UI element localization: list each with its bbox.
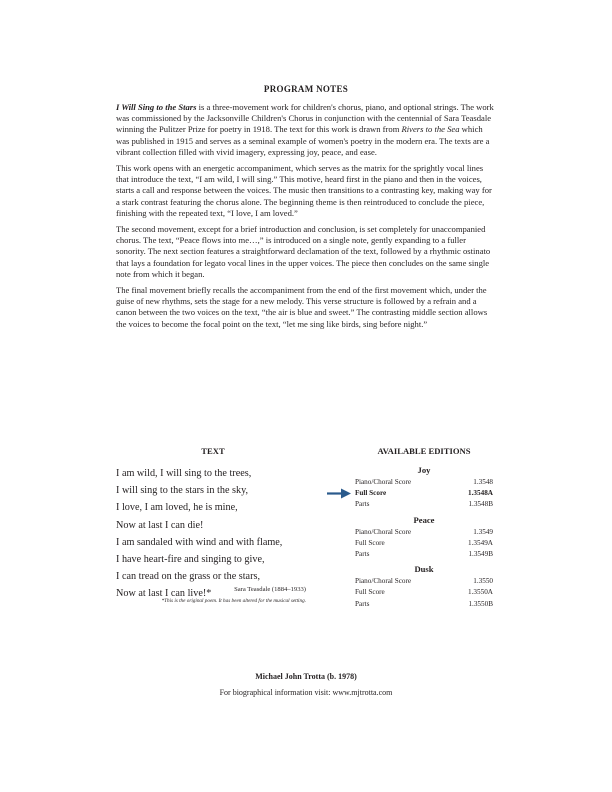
edition-name: Parts bbox=[355, 549, 370, 558]
edition-row-highlighted bbox=[355, 488, 493, 499]
edition-group-title: Joy bbox=[417, 465, 431, 475]
notes-paragraph-3: The second movement, except for a brief introduction and conclusion, is set completely for unaccompanied chorus. The text, “Peace flows into me…,” is introduced on a single note, gently expanding to a fuller sonority. The next section features a straightforward declamation of the text, followed by a rhythmic ostinato that lays a foundation for legato vocal lines in the upper voices. The piece then concludes on the same single note from which it began. bbox=[116, 224, 491, 279]
edition-group-joy bbox=[355, 464, 493, 511]
edition-row bbox=[355, 599, 493, 610]
poem-line: I can tread on the grass or the stars, bbox=[116, 571, 260, 583]
composer-name: Michael John Trotta (b. 1978) bbox=[255, 672, 357, 681]
arrow-right-icon bbox=[326, 488, 352, 499]
editions-list bbox=[355, 464, 493, 613]
edition-number: 1.3548 bbox=[473, 478, 493, 486]
edition-name: Piano/Choral Score bbox=[355, 527, 412, 536]
edition-row bbox=[355, 477, 493, 488]
poem-line: Now at last I can die! bbox=[116, 519, 204, 531]
edition-name: Piano/Choral Score bbox=[355, 577, 412, 586]
source-title: Rivers to the Sea bbox=[401, 124, 460, 135]
notes-paragraph-1-text-b: which was published in 1915 and serves as a seminal example of women's poetry in the modern era. The texts are a vibrant collection filled with vivid imagery, expressing joy, peace, and ease. bbox=[116, 124, 490, 157]
program-notes-body bbox=[116, 102, 496, 335]
notes-paragraph-1-text-a: is a three-movement work for children's chorus, piano, and optional strings. The work was commissioned by the Jacksonville Children's Chorus in conjunction with the centennial of Sara Teasdale winning the Pulitzer Prize for poetry in 1918. The text for this work is drawn from bbox=[116, 102, 494, 135]
poem-line: I love, I am loved, he is mine, bbox=[116, 502, 238, 514]
edition-name: Full Score bbox=[355, 538, 385, 547]
composer-bio-link: For biographical information visit: www.mjtrotta.com bbox=[219, 688, 393, 697]
poem-line: I am sandaled with wind and with flame, bbox=[116, 536, 283, 548]
edition-number: 1.3548A bbox=[468, 489, 493, 498]
edition-row bbox=[355, 499, 493, 510]
edition-number: 1.3549B bbox=[468, 549, 493, 558]
program-notes-heading: PROGRAM NOTES bbox=[263, 84, 349, 94]
edition-group-dusk bbox=[355, 563, 493, 610]
edition-group-title: Peace bbox=[413, 514, 435, 525]
edition-name: Parts bbox=[355, 500, 370, 509]
poem-line: I am wild, I will sing to the trees, bbox=[116, 468, 252, 479]
edition-number: 1.3548B bbox=[468, 500, 493, 509]
edition-number: 1.3549 bbox=[473, 527, 493, 536]
text-heading: TEXT bbox=[201, 446, 225, 456]
edition-row bbox=[355, 549, 493, 560]
edition-number: 1.3550B bbox=[468, 599, 493, 608]
edition-group-peace bbox=[355, 514, 493, 561]
edition-name: Piano/Choral Score bbox=[355, 478, 412, 486]
edition-name: Parts bbox=[355, 599, 370, 608]
edition-name: Full Score bbox=[355, 489, 387, 498]
notes-paragraph-4: The final movement briefly recalls the accompaniment from the end of the first movement which, under the guise of new rhythms, sets the stage for a new melody. This verse structure is followed by a refrain and a canon between the two voices on the text, “the air is blue and sweet.” The contrasting middle section allows the voices to become the focal point on the text, “let me sing like birds, sing before night.” bbox=[116, 285, 488, 329]
work-title: I Will Sing to the Stars bbox=[116, 102, 197, 112]
notes-paragraph-2: This work opens with an energetic accompaniment, which serves as the matrix for the sprightly vocal lines that introduce the text, “I am wild, I will sing.” This motive, heard first in the piano and then in the voices, starts a call and response between the voices. The music then transitions to a contrasting key, making way for a stark contrast featuring the chorus alone. The beginning theme is then reintroduced to conclude the piece, finishing with the repeated text, “I love, I am loved.” bbox=[116, 163, 492, 218]
poem-attribution: Sara Teasdale (1884–1933) bbox=[234, 586, 306, 593]
arrow-head bbox=[341, 489, 351, 499]
edition-row bbox=[355, 576, 493, 587]
available-editions-heading: AVAILABLE EDITIONS bbox=[377, 446, 471, 456]
poem bbox=[116, 465, 326, 603]
edition-row bbox=[355, 587, 493, 598]
edition-row bbox=[355, 538, 493, 549]
edition-number: 1.3549A bbox=[468, 538, 493, 547]
edition-group-title: Dusk bbox=[414, 564, 434, 575]
edition-name: Full Score bbox=[355, 588, 385, 597]
poem-footnote: *This is the original poem. It has been altered for the musical setting. bbox=[161, 598, 306, 604]
edition-row bbox=[355, 527, 493, 538]
poem-line: I will sing to the stars in the sky, bbox=[116, 485, 249, 497]
poem-line: I have heart-fire and singing to give, bbox=[116, 554, 265, 566]
poem-line: Now at last I can live!* bbox=[116, 588, 212, 600]
edition-number: 1.3550 bbox=[473, 577, 493, 586]
edition-number: 1.3550A bbox=[468, 588, 493, 597]
notes-paragraph-1 bbox=[116, 102, 496, 158]
